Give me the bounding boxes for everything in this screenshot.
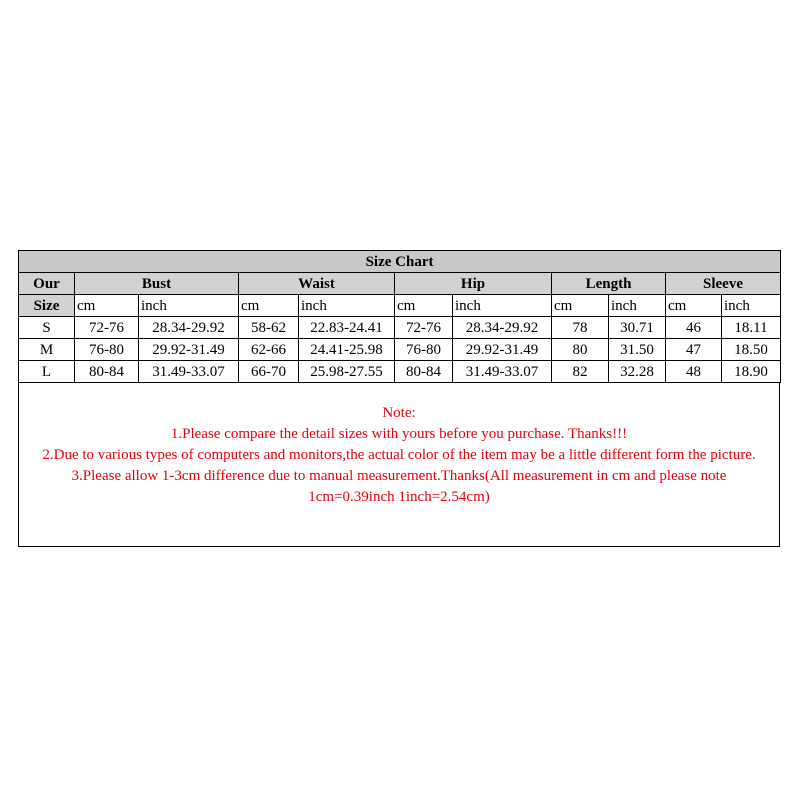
table-cell: 76-80 [75, 339, 139, 361]
table-cell: 28.34-29.92 [453, 317, 552, 339]
unit-cell: inch [609, 295, 666, 317]
table-row [19, 317, 781, 339]
table-cell: 28.34-29.92 [139, 317, 239, 339]
table-cell: 78 [552, 317, 609, 339]
unit-row [19, 295, 781, 317]
our-header: Our [19, 273, 75, 295]
size-label: L [19, 361, 75, 383]
table-cell: 29.92-31.49 [139, 339, 239, 361]
size-label: S [19, 317, 75, 339]
unit-cell: cm [666, 295, 722, 317]
table-cell: 32.28 [609, 361, 666, 383]
unit-cell: inch [722, 295, 781, 317]
chart-title: Size Chart [19, 251, 781, 273]
unit-cell: inch [139, 295, 239, 317]
size-header: Size [19, 295, 75, 317]
table-cell: 24.41-25.98 [299, 339, 395, 361]
table-cell: 18.11 [722, 317, 781, 339]
table-cell: 80 [552, 339, 609, 361]
table-cell: 80-84 [75, 361, 139, 383]
unit-cell: cm [239, 295, 299, 317]
table-cell: 30.71 [609, 317, 666, 339]
table-cell: 29.92-31.49 [453, 339, 552, 361]
table-row [19, 361, 781, 383]
size-chart [18, 250, 780, 547]
table-cell: 72-76 [395, 317, 453, 339]
table-cell: 25.98-27.55 [299, 361, 395, 383]
table-cell: 31.49-33.07 [139, 361, 239, 383]
table-cell: 18.90 [722, 361, 781, 383]
table-cell: 62-66 [239, 339, 299, 361]
table-cell: 22.83-24.41 [299, 317, 395, 339]
unit-cell: cm [395, 295, 453, 317]
unit-cell: inch [299, 295, 395, 317]
table-cell: 46 [666, 317, 722, 339]
table-cell: 72-76 [75, 317, 139, 339]
table-cell: 80-84 [395, 361, 453, 383]
header-row [19, 273, 781, 295]
table-cell: 82 [552, 361, 609, 383]
table-cell: 66-70 [239, 361, 299, 383]
title-row [19, 251, 781, 273]
unit-cell: cm [75, 295, 139, 317]
unit-cell: inch [453, 295, 552, 317]
size-chart-table [18, 250, 781, 383]
hip-header: Hip [395, 273, 552, 295]
table-cell: 76-80 [395, 339, 453, 361]
bust-header: Bust [75, 273, 239, 295]
note-line-3: 3.Please allow 1-3cm difference due to manual measurement.Thanks(All measurement in cm and please note 1cm=0.39inch 1inch=2.54cm) [71, 468, 727, 505]
waist-header: Waist [239, 273, 395, 295]
table-cell: 31.49-33.07 [453, 361, 552, 383]
note-line-2: 2.Due to various types of computers and monitors,the actual color of the item may be a little different form the picture. [42, 447, 756, 463]
table-row [19, 339, 781, 361]
sleeve-header: Sleeve [666, 273, 781, 295]
size-label: M [19, 339, 75, 361]
length-header: Length [552, 273, 666, 295]
table-cell: 48 [666, 361, 722, 383]
note-line-1: 1.Please compare the detail sizes with yours before you purchase. Thanks!!! [170, 426, 628, 442]
note-heading: Note: [382, 405, 416, 421]
unit-cell: cm [552, 295, 609, 317]
notes-box [18, 383, 780, 547]
table-cell: 31.50 [609, 339, 666, 361]
table-cell: 58-62 [239, 317, 299, 339]
table-cell: 18.50 [722, 339, 781, 361]
table-cell: 47 [666, 339, 722, 361]
